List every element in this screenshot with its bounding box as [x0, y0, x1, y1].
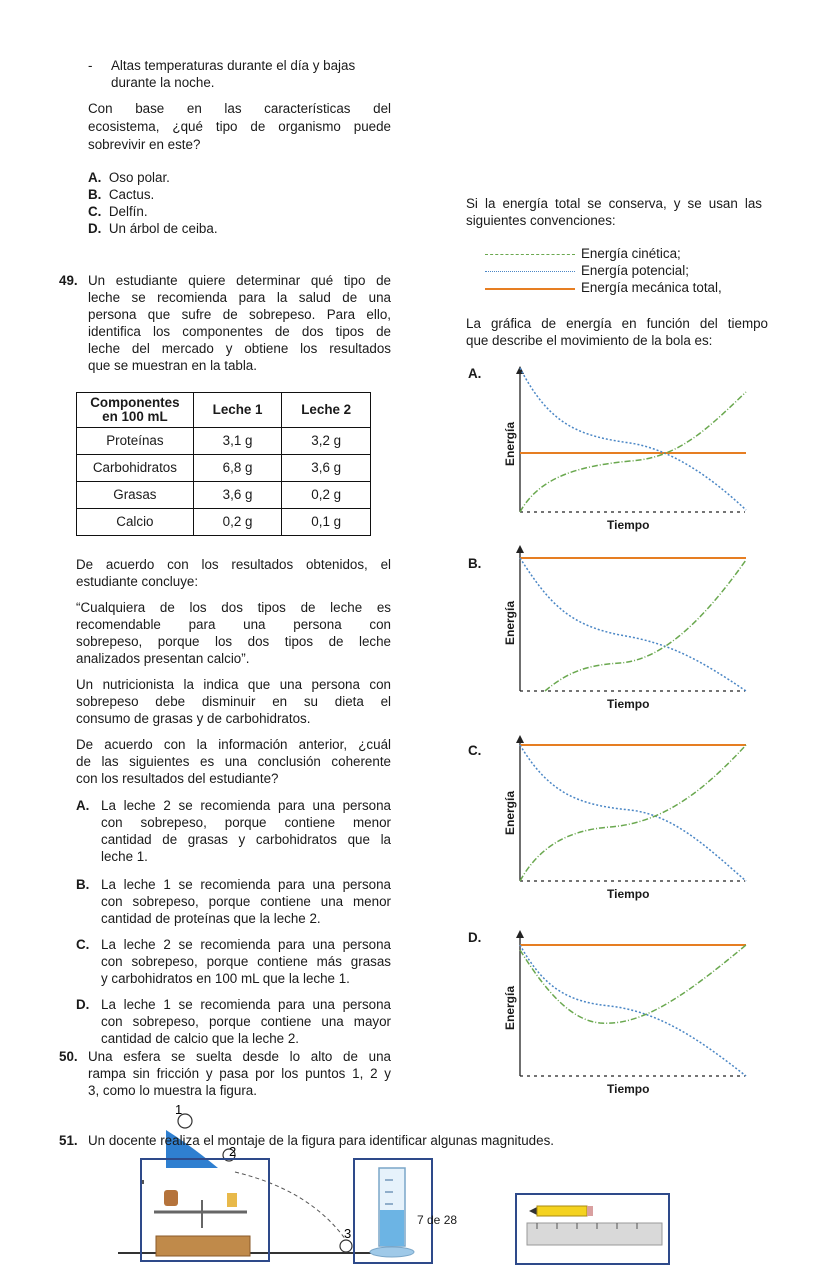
nutri-line: sobrepeso debe disminuir en su dieta el	[76, 694, 391, 709]
bullet-text-line2: durante la noche.	[111, 75, 215, 90]
graph-letter-d[interactable]: D.	[468, 930, 482, 945]
q49-line: leche se recomienda para la salud de una	[88, 290, 391, 305]
energy-graph-d[interactable]	[500, 930, 760, 1100]
nutri-line: consumo de grasas y de carbohidratos.	[76, 711, 311, 726]
components-table	[76, 392, 371, 536]
q49-line: identifica los componentes de dos tipos de	[88, 324, 391, 339]
graph-letter-a[interactable]: A.	[468, 366, 482, 381]
x-axis-label: Tiempo	[607, 697, 650, 711]
quote-line: sobrepeso, porque los dos tipos de leche	[76, 634, 391, 649]
right-question-line: que describe el movimiento de la bola es:	[466, 333, 713, 348]
potential-energy-curve	[520, 745, 746, 881]
q50-line: Una esfera se suelta desde lo alto de una	[88, 1049, 391, 1064]
x-axis-label: Tiempo	[607, 887, 650, 901]
table-cell: 3,2 g	[282, 428, 371, 455]
potential-energy-curve	[520, 945, 746, 1076]
q50-number: 50.	[59, 1049, 78, 1064]
page-number: 7 de 28	[417, 1213, 458, 1227]
point-label: 3	[344, 1226, 352, 1241]
ball-point-3	[340, 1240, 352, 1252]
point-label: 1	[175, 1102, 183, 1117]
energy-graph-b[interactable]	[500, 545, 760, 715]
option-line: La leche 1 se recomienda para una persona	[101, 877, 391, 892]
bullet-text-line1: Altas temperaturas durante el día y bajas	[111, 58, 356, 73]
potential-legend-line	[485, 271, 575, 272]
potential-energy-curve	[520, 558, 746, 691]
q50-line: 3, como lo muestra la figura.	[88, 1083, 257, 1098]
table-row	[77, 509, 371, 536]
y-axis-label: Energía	[503, 421, 517, 466]
q48-intro-line2: ecosistema, ¿qué tipo de organismo puede	[88, 119, 391, 134]
table-cell: 3,1 g	[193, 428, 282, 455]
q49-line: persona que sufre de sobrepeso. Para ello,	[88, 307, 391, 322]
option-text: Oso polar.	[108, 170, 170, 185]
option-line: La leche 2 se recomienda para una persona	[101, 798, 391, 813]
balance-base	[156, 1236, 250, 1256]
q48-intro-line3: sobrevivir en este?	[88, 137, 201, 152]
table-row	[77, 428, 371, 455]
ruler-pencil-drawing	[517, 1195, 668, 1263]
q50-line: rampa sin fricción y pasa por los puntos 1, 2 y	[88, 1066, 391, 1081]
option-letter: B.	[76, 877, 90, 892]
option-line: con sobrepeso, porque contiene menor	[101, 815, 391, 830]
kinetic-energy-curve	[520, 745, 746, 881]
q49-number: 49.	[59, 273, 78, 288]
legend-label: Energía mecánica total,	[581, 280, 722, 295]
x-axis-label: Tiempo	[607, 1082, 650, 1096]
q49-line: Un estudiante quiere determinar qué tipo de	[88, 273, 391, 288]
table-cell: Proteínas	[77, 428, 194, 455]
balance-figure-box	[140, 1158, 270, 1262]
q49-line: que se muestran en la tabla.	[88, 358, 257, 373]
option-text: Delfín.	[108, 204, 148, 219]
cylinder-figure-box	[353, 1158, 433, 1264]
table-header-cell: Leche 2	[282, 393, 371, 428]
energy-graph-c[interactable]	[500, 735, 760, 905]
y-axis-label: Energía	[503, 790, 517, 835]
table-cell: 3,6 g	[282, 455, 371, 482]
nutri-line: Un nutricionista la indica que una persona con	[76, 677, 391, 692]
table-header-row	[77, 393, 371, 428]
option-letter: D.	[76, 997, 90, 1012]
conclusion-line: estudiante concluye:	[76, 574, 199, 589]
option-line: con sobrepeso, porque contiene más grasas	[101, 954, 391, 969]
quote-line: “Cualquiera de los dos tipos de leche es	[76, 600, 391, 615]
q51-text: Un docente realiza el montaje de la figura para identificar algunas magnitudes.	[88, 1133, 554, 1148]
bullet-dash: -	[88, 58, 93, 73]
conclusion-line: De acuerdo con los resultados obtenidos, el	[76, 557, 391, 572]
legend-label: Energía potencial;	[581, 263, 689, 278]
option-line: cantidad de grasas y carbohidratos que la	[101, 832, 391, 847]
x-axis-label: Tiempo	[607, 518, 650, 532]
option-letter: B.	[88, 187, 102, 202]
y-axis-arrow	[516, 545, 524, 553]
mass-object	[164, 1190, 178, 1206]
pencil-icon	[529, 1207, 537, 1215]
ruler-figure-box	[515, 1193, 670, 1265]
option-letter: A.	[88, 170, 102, 185]
option-line: cantidad de calcio que la leche 2.	[101, 1031, 300, 1046]
table-cell: 0,2 g	[282, 482, 371, 509]
table-header-cell: Leche 1	[193, 393, 282, 428]
ask-line: de las siguientes es una conclusión coherente	[76, 754, 391, 769]
table-cell: Calcio	[77, 509, 194, 536]
graph-letter-b[interactable]: B.	[468, 556, 482, 571]
y-axis-arrow	[516, 735, 524, 743]
weight-object	[227, 1193, 237, 1207]
q49-line: leche del mercado y obtiene los resultados	[88, 341, 391, 356]
balance-drawing	[142, 1160, 268, 1260]
y-axis-arrow	[516, 930, 524, 938]
table-cell: 6,8 g	[193, 455, 282, 482]
option-text: Un árbol de ceiba.	[108, 221, 218, 236]
option-letter: C.	[76, 937, 90, 952]
option-line: cantidad de proteínas que la leche 2.	[101, 911, 321, 926]
right-intro-line: Si la energía total se conserva, y se usan las	[466, 196, 762, 211]
option-line: con sobrepeso, porque contiene una mayor	[101, 1014, 391, 1029]
option-letter: A.	[76, 798, 90, 813]
table-cell: 3,6 g	[193, 482, 282, 509]
legend-label: Energía cinética;	[581, 246, 681, 261]
q48-intro-line1: Con base en las características del	[88, 101, 391, 116]
option-line: leche 1.	[101, 849, 148, 864]
table-header-cell: Componentes en 100 mL	[77, 393, 194, 428]
table-cell: Carbohidratos	[77, 455, 194, 482]
right-intro-line: siguientes convenciones:	[466, 213, 616, 228]
option-line: La leche 1 se recomienda para una persona	[101, 997, 391, 1012]
option-line: La leche 2 se recomienda para una persona	[101, 937, 391, 952]
table-cell: 0,2 g	[193, 509, 282, 536]
table-row	[77, 455, 371, 482]
y-axis-label: Energía	[503, 985, 517, 1030]
option-b[interactable]	[88, 187, 154, 202]
kinetic-energy-curve	[520, 945, 746, 1023]
ruler-icon	[527, 1223, 662, 1245]
option-line: con sobrepeso, porque contiene una menor	[101, 894, 391, 909]
option-a[interactable]	[88, 170, 170, 185]
total-legend-line	[485, 288, 575, 290]
option-d[interactable]	[88, 221, 218, 236]
potential-energy-curve	[520, 368, 746, 510]
quote-line: recomendable para una persona con	[76, 617, 391, 632]
quote-line: analizados presentan calcio”.	[76, 651, 250, 666]
kinetic-energy-curve	[545, 560, 746, 691]
point-label: 2	[229, 1144, 237, 1159]
energy-graph-a[interactable]	[500, 366, 760, 536]
option-c[interactable]	[88, 204, 148, 219]
ask-line: con los resultados del estudiante?	[76, 771, 279, 786]
graph-letter-c[interactable]: C.	[468, 743, 482, 758]
option-letter: D.	[88, 221, 102, 236]
table-cell: Grasas	[77, 482, 194, 509]
option-letter: C.	[88, 204, 102, 219]
option-line: y carbohidratos en 100 mL que la leche 1.	[101, 971, 350, 986]
y-axis-label: Energía	[503, 600, 517, 645]
kinetic-legend-line	[485, 254, 575, 255]
table-cell: 0,1 g	[282, 509, 371, 536]
graduated-cylinder	[355, 1160, 431, 1262]
ask-line: De acuerdo con la información anterior, ¿cuál	[76, 737, 391, 752]
q51-number: 51.	[59, 1133, 78, 1148]
option-text: Cactus.	[108, 187, 155, 202]
right-question-line: La gráfica de energía en función del tiempo	[466, 316, 768, 331]
table-row	[77, 482, 371, 509]
